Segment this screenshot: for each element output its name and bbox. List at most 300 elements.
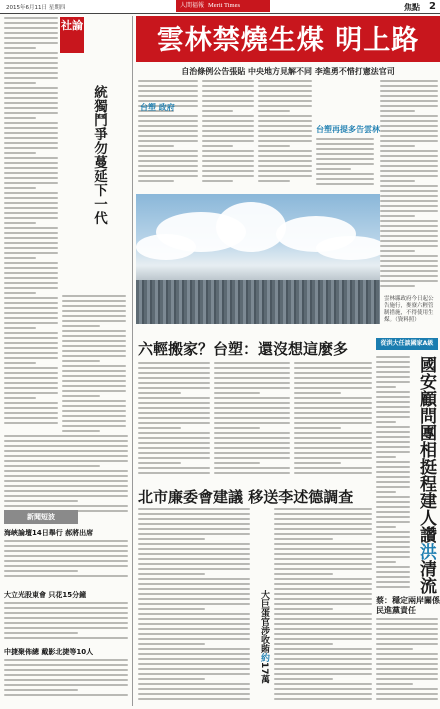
text-line [4, 162, 58, 164]
text-line [202, 95, 254, 97]
text-line [380, 280, 438, 282]
photo-cloud [136, 234, 196, 260]
text-line [214, 412, 290, 414]
text-line [4, 435, 128, 437]
text-line [376, 521, 410, 523]
text-line [380, 210, 438, 212]
text-line [4, 217, 58, 219]
text-line [4, 612, 128, 614]
text-line [376, 531, 410, 533]
text-line [376, 556, 410, 558]
text-line [376, 411, 410, 413]
text-line [376, 491, 396, 493]
text-line [274, 628, 372, 630]
section-name: 焦點 [404, 3, 420, 12]
story-text [138, 508, 250, 704]
text-line [274, 688, 372, 690]
text-line [138, 688, 250, 690]
headline-accent: 洪 [416, 543, 436, 560]
text-line [202, 90, 254, 92]
text-line [4, 617, 128, 619]
text-line [214, 472, 290, 474]
text-line [4, 77, 58, 79]
text-line [376, 426, 410, 428]
text-line [376, 461, 410, 463]
text-line [138, 623, 250, 625]
text-line [138, 180, 174, 182]
text-line [4, 455, 128, 457]
text-line [138, 643, 205, 645]
text-line [214, 467, 290, 469]
text-line [138, 457, 210, 459]
text-line [4, 92, 58, 94]
text-line [380, 230, 438, 232]
text-line [138, 85, 198, 87]
text-line [380, 250, 415, 252]
text-line [258, 160, 312, 162]
text-line [380, 225, 438, 227]
text-line [4, 322, 58, 324]
text-line [316, 138, 374, 140]
text-line [214, 407, 290, 409]
text-line [202, 110, 233, 112]
text-line [4, 317, 58, 319]
text-line [4, 332, 58, 334]
text-line [4, 152, 36, 154]
text-line [376, 416, 410, 418]
text-line [138, 508, 250, 510]
text-line [4, 142, 58, 144]
text-line [294, 382, 372, 384]
text-line [138, 170, 198, 172]
text-line [62, 370, 126, 372]
text-line [376, 576, 410, 578]
logo-english: Merit Times [208, 2, 240, 9]
text-line [138, 417, 210, 419]
text-line [258, 110, 290, 112]
text-line [380, 85, 438, 87]
text-line [202, 125, 254, 127]
text-line [4, 137, 58, 139]
text-line [294, 377, 372, 379]
text-line [376, 581, 410, 583]
text-line [214, 367, 290, 369]
text-line [4, 570, 78, 572]
text-line [4, 182, 58, 184]
text-line [316, 143, 374, 145]
text-line [138, 658, 250, 660]
text-line [380, 105, 438, 107]
text-line [138, 638, 250, 640]
text-line [380, 200, 438, 202]
text-line [376, 633, 438, 635]
text-line [214, 362, 290, 364]
text-line [4, 622, 128, 624]
text-line [380, 235, 438, 237]
text-line [274, 658, 372, 660]
text-line [4, 172, 58, 174]
news-brief-item [4, 647, 128, 699]
text-line [138, 447, 210, 449]
text-line [258, 130, 312, 132]
text-line [214, 457, 290, 459]
text-line [138, 462, 181, 464]
text-line [274, 523, 372, 525]
text-line [214, 437, 290, 439]
text-line [4, 257, 36, 259]
text-line [4, 67, 58, 69]
headline-part: 大巨蛋官涉收賄 [259, 590, 269, 653]
text-line [380, 150, 438, 152]
text-line [138, 673, 250, 675]
text-line [4, 252, 58, 254]
text-line [138, 115, 198, 117]
headline-part: 國安顧問團相挺 [416, 356, 436, 475]
text-line [4, 632, 78, 634]
text-line [4, 247, 58, 249]
lead-story-text [316, 138, 374, 190]
text-line [376, 506, 410, 508]
text-line [4, 47, 36, 49]
text-line [138, 573, 205, 575]
text-line [62, 340, 126, 342]
text-line [4, 132, 58, 134]
photo-cloud [316, 236, 380, 260]
text-line [4, 287, 58, 289]
text-line [138, 598, 250, 600]
photo-industrial-plant [136, 280, 380, 324]
text-line [258, 80, 312, 82]
text-line [316, 183, 374, 185]
text-line [138, 367, 210, 369]
text-line [274, 648, 372, 650]
text-line [62, 415, 126, 417]
text-line [376, 618, 438, 620]
text-line [4, 465, 78, 467]
text-line [138, 568, 250, 570]
text-line [4, 372, 58, 374]
editorial-headline: 統獨鬥爭勿蔓延下一代 [91, 85, 107, 225]
text-line [258, 170, 312, 172]
text-line [294, 452, 372, 454]
text-line [4, 327, 36, 329]
text-line [376, 446, 410, 448]
headline-part: 清流 [416, 560, 436, 594]
text-line [62, 310, 126, 312]
text-line [202, 175, 254, 177]
text-line [376, 516, 410, 518]
text-line [4, 485, 128, 487]
text-line [376, 663, 438, 665]
text-line [376, 476, 410, 478]
news-brief-text [4, 540, 128, 577]
text-line [4, 560, 128, 562]
text-line [202, 85, 254, 87]
text-line [294, 417, 372, 419]
text-line [380, 180, 415, 182]
text-line [376, 561, 396, 563]
text-line [274, 663, 372, 665]
text-line [4, 694, 128, 696]
story-headline-vertical [414, 356, 438, 596]
story-headline: 北市廉委會建議 移送李述德調查 [138, 488, 354, 506]
text-line [376, 586, 410, 588]
text-line [316, 178, 374, 180]
text-line [214, 452, 290, 454]
text-line [376, 693, 438, 695]
text-line [138, 432, 210, 434]
text-line [4, 550, 128, 552]
text-line [380, 195, 438, 197]
text-line [4, 500, 78, 502]
news-brief-text [4, 659, 128, 696]
text-line [258, 165, 312, 167]
text-line [4, 337, 58, 339]
text-line [4, 470, 128, 472]
text-line [380, 90, 438, 92]
text-line [4, 674, 128, 676]
text-line [4, 207, 58, 209]
text-line [376, 401, 410, 403]
text-line [274, 633, 372, 635]
text-line [376, 566, 410, 568]
text-line [376, 486, 410, 488]
text-line [4, 27, 58, 29]
text-line [4, 107, 58, 109]
text-line [138, 518, 250, 520]
column-divider [132, 16, 133, 706]
text-line [62, 325, 100, 327]
text-line [4, 32, 58, 34]
text-line [62, 380, 126, 382]
text-line [294, 432, 372, 434]
text-line [4, 347, 58, 349]
text-line [380, 80, 438, 82]
text-line [138, 593, 250, 595]
text-line [380, 115, 438, 117]
text-line [376, 436, 410, 438]
text-line [62, 295, 126, 297]
text-line [376, 536, 410, 538]
text-line [214, 447, 290, 449]
text-line [138, 588, 250, 590]
text-line [258, 155, 312, 157]
text-line [376, 471, 410, 473]
text-line [4, 422, 58, 424]
text-line [4, 397, 36, 399]
section-strip: 從洪大任談國家A級 [376, 338, 438, 350]
text-line [4, 607, 128, 609]
text-line [4, 684, 128, 686]
text-line [62, 405, 126, 407]
text-line [4, 272, 58, 274]
text-line [62, 430, 100, 432]
text-line [214, 417, 290, 419]
text-line [202, 100, 254, 102]
logo-chinese: 人間福報 [180, 2, 205, 9]
text-line [4, 475, 128, 477]
text-line [380, 190, 438, 192]
text-line [138, 663, 250, 665]
text-line [62, 355, 126, 357]
text-line [138, 175, 198, 177]
text-line [4, 82, 36, 84]
text-line [4, 402, 58, 404]
text-line [274, 568, 372, 570]
editorial-body-text [4, 17, 58, 427]
text-line [376, 551, 410, 553]
text-line [4, 575, 128, 577]
text-line [138, 563, 250, 565]
text-line [4, 342, 58, 344]
text-line [376, 396, 410, 398]
text-line [274, 533, 372, 535]
text-line [138, 392, 181, 394]
text-line [376, 698, 438, 700]
text-line [4, 480, 128, 482]
text-line [274, 623, 372, 625]
text-line [4, 277, 58, 279]
text-line [4, 545, 128, 547]
text-line [138, 678, 205, 680]
text-line [274, 548, 372, 550]
text-line [274, 603, 372, 605]
text-line [274, 593, 372, 595]
text-line [376, 371, 410, 373]
text-line [376, 571, 410, 573]
text-line [4, 495, 128, 497]
text-line [4, 87, 58, 89]
text-line [4, 669, 128, 671]
text-line [214, 402, 290, 404]
text-line [4, 42, 58, 44]
text-line [376, 356, 410, 358]
text-line [202, 135, 254, 137]
text-line [380, 175, 438, 177]
text-line [274, 583, 372, 585]
text-line [376, 451, 410, 453]
text-line [202, 115, 254, 117]
text-line [138, 698, 250, 700]
text-line [214, 392, 260, 394]
lead-side-head: 台塑再提多告雲林 [316, 125, 380, 134]
text-line [4, 450, 128, 452]
text-line [138, 613, 250, 615]
text-line [294, 362, 372, 364]
text-line [138, 362, 210, 364]
text-line [4, 440, 128, 442]
text-line [376, 376, 410, 378]
text-line [4, 417, 58, 419]
text-line [376, 628, 438, 630]
photo-cloud [216, 202, 286, 252]
text-line [138, 165, 198, 167]
text-line [274, 543, 372, 545]
text-line [274, 683, 372, 685]
text-line [4, 659, 128, 661]
text-line [294, 427, 341, 429]
lead-side-head: 台塑 政府 [140, 103, 175, 112]
text-line [380, 205, 438, 207]
text-line [214, 382, 290, 384]
text-line [274, 513, 372, 515]
text-line [258, 175, 312, 177]
text-line [138, 372, 210, 374]
text-line [4, 282, 58, 284]
text-line [274, 618, 372, 620]
text-line [138, 90, 198, 92]
photo-caption: 雲林縣政府今日起公告施行，麥寮六輕管制措施，不得使用生煤。（資料照） [384, 296, 434, 323]
text-line [214, 387, 290, 389]
text-line [380, 255, 438, 257]
text-line [294, 387, 372, 389]
text-line [376, 441, 410, 443]
text-line [4, 505, 128, 507]
text-line [4, 292, 36, 294]
text-line [62, 425, 126, 427]
text-line [316, 148, 374, 150]
text-line [4, 392, 58, 394]
text-line [202, 145, 233, 147]
text-line [202, 130, 254, 132]
text-line [274, 553, 372, 555]
lead-story-text [258, 80, 312, 188]
text-line [138, 683, 250, 685]
text-line [376, 678, 438, 680]
text-line [214, 397, 290, 399]
text-line [294, 437, 372, 439]
text-line [376, 391, 410, 393]
story-text [138, 362, 210, 480]
text-line [376, 381, 410, 383]
story-headline: 六輕搬家？台塑：還沒想這麼多 [138, 340, 349, 358]
text-line [376, 541, 410, 543]
text-line [138, 693, 250, 695]
text-line [274, 673, 372, 675]
text-line [258, 140, 312, 142]
text-line [294, 397, 372, 399]
text-line [258, 105, 312, 107]
text-line [4, 97, 58, 99]
text-line [138, 653, 250, 655]
text-line [380, 215, 415, 217]
text-line [4, 407, 58, 409]
text-line [4, 357, 58, 359]
text-line [376, 658, 438, 660]
text-line [258, 145, 290, 147]
text-line [376, 546, 410, 548]
text-line [274, 698, 372, 700]
text-line [294, 447, 372, 449]
text-line [4, 689, 78, 691]
text-line [62, 410, 126, 412]
text-line [4, 627, 128, 629]
text-line [376, 648, 413, 650]
text-line [380, 95, 438, 97]
text-line [380, 125, 438, 127]
news-brief-item [4, 528, 128, 580]
text-line [4, 565, 128, 567]
text-line [138, 95, 198, 97]
text-line [214, 462, 260, 464]
text-line [274, 693, 372, 695]
text-line [4, 445, 128, 447]
text-line [138, 548, 250, 550]
text-line [380, 220, 438, 222]
text-line [4, 232, 58, 234]
headline-part: 程建人讚 [416, 475, 436, 543]
text-line [62, 350, 126, 352]
